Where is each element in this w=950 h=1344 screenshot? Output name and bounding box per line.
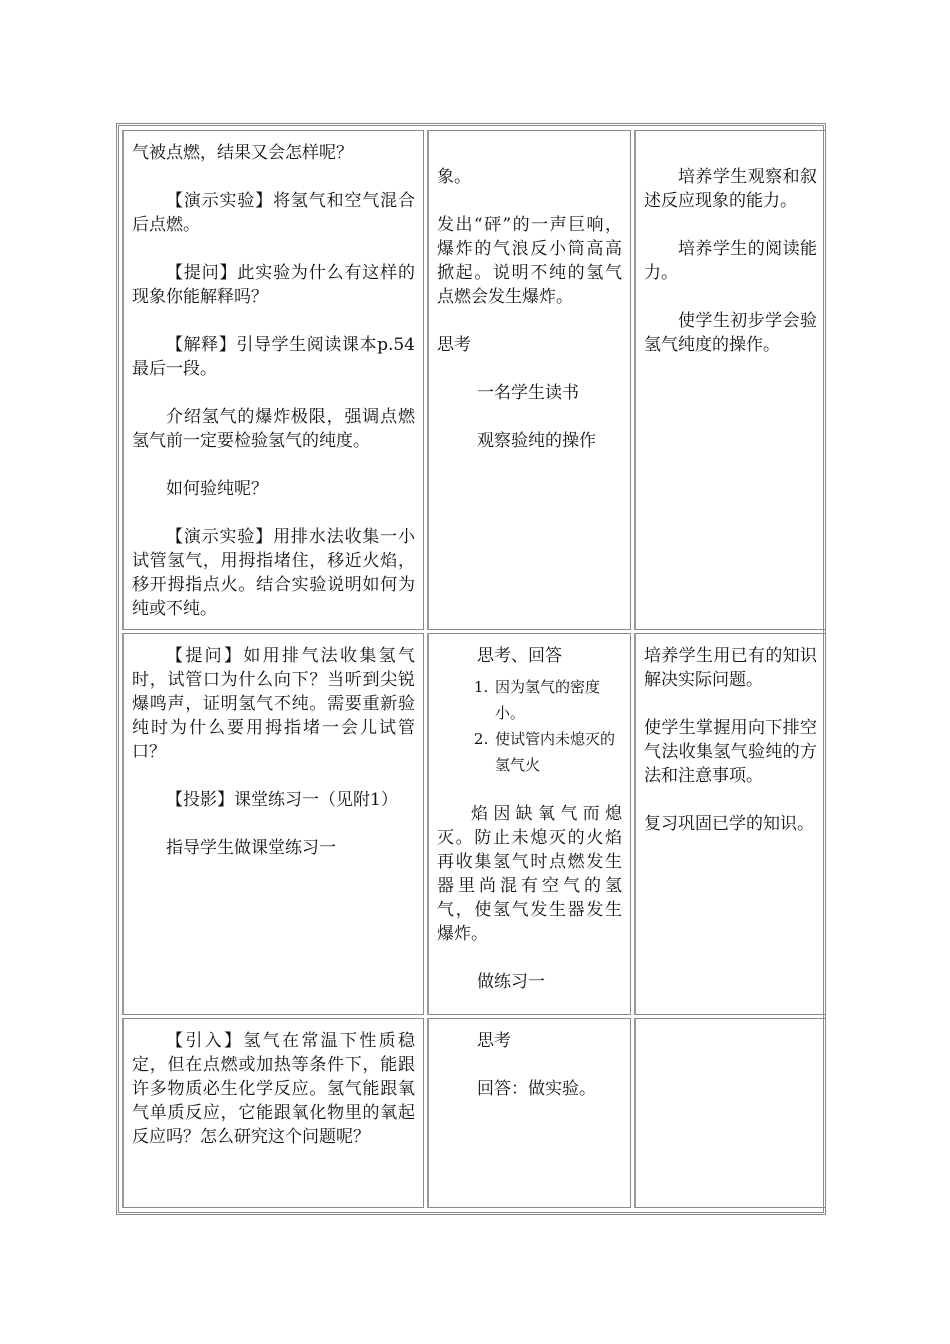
paragraph: 发出“砰”的一声巨响，爆炸的气浪反小筒高高掀起。说明不纯的氢气点燃会发生爆炸。 [437, 215, 622, 307]
paragraph: 培养学生的阅读能力。 [644, 239, 817, 283]
paragraph: 思考 [437, 335, 471, 355]
paragraph: 做练习一 [477, 972, 545, 992]
paragraph: 【提问】如用排气法收集氢气时，试管口为什么向下？当听到尖锐爆鸣声，证明氢气不纯。需要重新验纯时为什么要用拇指堵一会儿试管口？ [132, 646, 415, 762]
answer-list [437, 674, 622, 778]
teacher-activity-cell [122, 633, 424, 1015]
design-purpose-cell [634, 130, 826, 630]
paragraph: 【引入】氢气在常温下性质稳定，但在点燃或加热等条件下，能跟许多物质必生化学反应。氢气能跟氧气单质反应，它能跟氧化物里的氧起反应吗？怎么研究这个问题呢？ [132, 1031, 415, 1147]
teacher-activity-cell [122, 130, 424, 630]
teacher-activity-cell [122, 1018, 424, 1208]
paragraph: 使学生初步学会验氢气纯度的操作。 [644, 311, 817, 355]
paragraph: 象。 [437, 167, 471, 187]
table-row [122, 633, 826, 1015]
paragraph: 【提问】此实验为什么有这样的现象你能解释吗？ [132, 263, 415, 307]
paragraph: 培养学生用已有的知识解决实际问题。 [644, 646, 817, 690]
paragraph: 使学生掌握用向下排空气法收集氢气验纯的方法和注意事项。 [644, 718, 817, 786]
paragraph: 气被点燃，结果又会怎样呢？ [132, 143, 353, 163]
design-purpose-cell [634, 633, 826, 1015]
paragraph: 【演示实验】将氢气和空气混合后点燃。 [132, 191, 415, 235]
paragraph: 观察验纯的操作 [477, 431, 596, 451]
student-activity-cell [427, 130, 631, 630]
paragraph: 复习巩固已学的知识。 [644, 814, 814, 834]
paragraph: 思考 [477, 1031, 511, 1051]
paragraph: 焰因缺氧气而熄灭。防止未熄灭的火焰再收集氢气时点燃发生器里尚混有空气的氢气，使氢气发生器发生爆炸。 [437, 804, 622, 944]
paragraph: 一名学生读书 [477, 383, 579, 403]
lesson-plan-table [119, 127, 829, 1211]
paragraph: 如何验纯呢？ [166, 479, 268, 499]
table-row [122, 1018, 826, 1208]
paragraph: 培养学生观察和叙述反应现象的能力。 [644, 167, 817, 211]
paragraph: 思考、回答 [477, 646, 562, 666]
paragraph: 【投影】课堂练习一（见附1） [166, 790, 398, 810]
student-activity-cell [427, 1018, 631, 1208]
list-item: 2. 使试管内未熄灭的氢气火 [493, 726, 622, 778]
student-activity-cell [427, 633, 631, 1015]
table-row [122, 130, 826, 630]
paragraph: 【演示实验】用排水法收集一小试管氢气，用拇指堵住，移近火焰，移开拇指点火。结合实验说明如何为纯或不纯。 [132, 527, 415, 619]
design-purpose-cell [634, 1018, 826, 1208]
paragraph: 【解释】引导学生阅读课本p.54最后一段。 [132, 335, 415, 379]
paragraph: 回答：做实验。 [477, 1079, 596, 1099]
paragraph: 介绍氢气的爆炸极限，强调点燃氢气前一定要检验氢气的纯度。 [132, 407, 415, 451]
paragraph: 指导学生做课堂练习一 [166, 838, 336, 858]
list-item: 1. 因为氢气的密度小。 [493, 674, 622, 726]
